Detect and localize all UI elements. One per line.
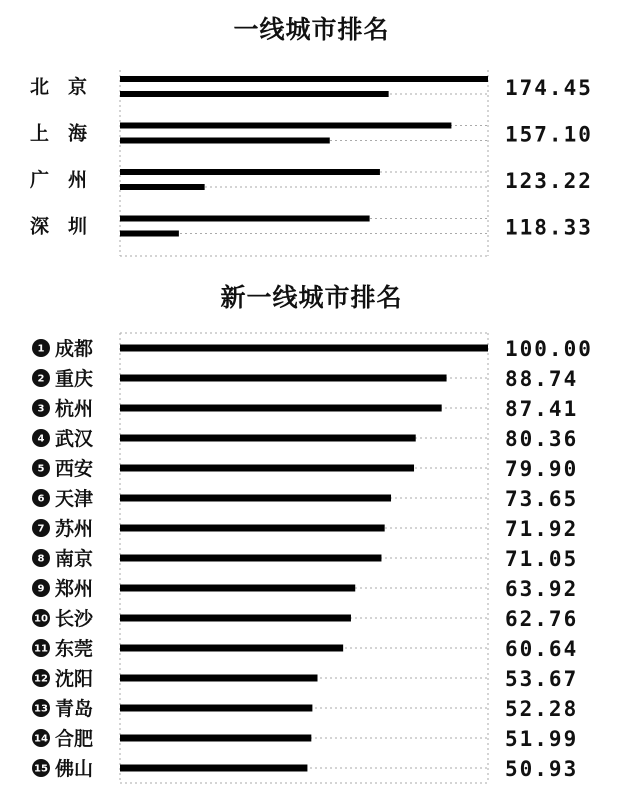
- bar-1-primary: [120, 76, 488, 82]
- value-label: 118.33: [505, 215, 593, 240]
- bar-4-primary: [120, 216, 370, 222]
- rank-number: 8: [37, 553, 45, 565]
- bar-2-secondary: [120, 138, 330, 144]
- value-label: 71.05: [505, 547, 579, 571]
- value-label: 157.10: [505, 122, 593, 147]
- rank-number: 2: [37, 373, 45, 385]
- category-label: 北 京: [30, 76, 88, 98]
- rank-number: 14: [34, 733, 48, 745]
- value-label: 80.36: [505, 427, 579, 451]
- chart-title-new-first-tier: 新一线城市排名: [220, 283, 403, 312]
- bar-4: [120, 435, 416, 442]
- bar-11: [120, 645, 343, 652]
- value-label: 79.90: [505, 457, 579, 481]
- bar-13: [120, 705, 312, 712]
- category-label: 合肥: [55, 728, 94, 750]
- bar-1-secondary: [120, 91, 389, 97]
- value-label: 51.99: [505, 727, 579, 751]
- rank-number: 12: [34, 673, 48, 685]
- value-label: 88.74: [505, 367, 579, 391]
- bar-9: [120, 585, 355, 592]
- category-label: 杭州: [55, 398, 94, 420]
- new-first-tier-chart: [0, 325, 623, 795]
- category-label: 重庆: [55, 368, 94, 390]
- bar-8: [120, 555, 381, 562]
- value-label: 71.92: [505, 517, 579, 541]
- category-label: 深 圳: [30, 215, 88, 238]
- rank-number: 3: [37, 403, 45, 415]
- bar-2: [120, 375, 447, 382]
- value-label: 87.41: [505, 397, 579, 421]
- bar-15: [120, 765, 307, 772]
- bar-3-primary: [120, 169, 380, 175]
- bar-4-secondary: [120, 231, 179, 237]
- category-label: 长沙: [55, 608, 94, 630]
- category-label: 广 州: [30, 169, 88, 191]
- rank-number: 1: [37, 343, 45, 355]
- category-label: 佛山: [55, 758, 94, 780]
- rank-number: 10: [34, 613, 48, 625]
- rank-number: 5: [37, 463, 45, 475]
- bar-12: [120, 675, 318, 682]
- bar-6: [120, 495, 391, 502]
- value-label: 174.45: [505, 76, 593, 100]
- rank-number: 9: [37, 583, 45, 595]
- bar-5: [120, 465, 414, 472]
- category-label: 南京: [55, 548, 94, 570]
- category-label: 西安: [55, 458, 94, 480]
- category-label: 苏州: [55, 518, 94, 540]
- rank-number: 11: [34, 643, 48, 655]
- category-label: 东莞: [55, 638, 94, 660]
- category-label: 天津: [55, 488, 94, 510]
- value-label: 73.65: [505, 487, 579, 511]
- value-label: 53.67: [505, 667, 579, 691]
- value-label: 63.92: [505, 577, 579, 601]
- category-label: 青岛: [55, 698, 94, 720]
- bar-14: [120, 735, 311, 742]
- bar-1: [120, 345, 488, 352]
- rank-number: 7: [37, 523, 45, 535]
- value-label: 50.93: [505, 757, 579, 781]
- value-label: 123.22: [505, 169, 593, 193]
- bar-7: [120, 525, 385, 532]
- category-label: 成都: [55, 338, 94, 360]
- bar-2-primary: [120, 123, 451, 129]
- first-tier-chart: [0, 60, 623, 260]
- value-label: 100.00: [505, 337, 593, 361]
- value-label: 62.76: [505, 607, 579, 631]
- category-label: 武汉: [55, 428, 94, 450]
- value-label: 60.64: [505, 637, 579, 661]
- bar-10: [120, 615, 351, 622]
- rank-number: 13: [34, 703, 48, 715]
- rank-number: 6: [37, 493, 45, 505]
- rank-number: 15: [34, 763, 48, 775]
- bar-3-secondary: [120, 184, 205, 190]
- category-label: 沈阳: [55, 668, 94, 690]
- bar-3: [120, 405, 442, 412]
- chart-title-first-tier: 一线城市排名: [233, 15, 390, 44]
- value-label: 52.28: [505, 697, 579, 721]
- category-label: 上 海: [30, 122, 88, 145]
- rank-number: 4: [37, 433, 45, 445]
- category-label: 郑州: [55, 578, 94, 600]
